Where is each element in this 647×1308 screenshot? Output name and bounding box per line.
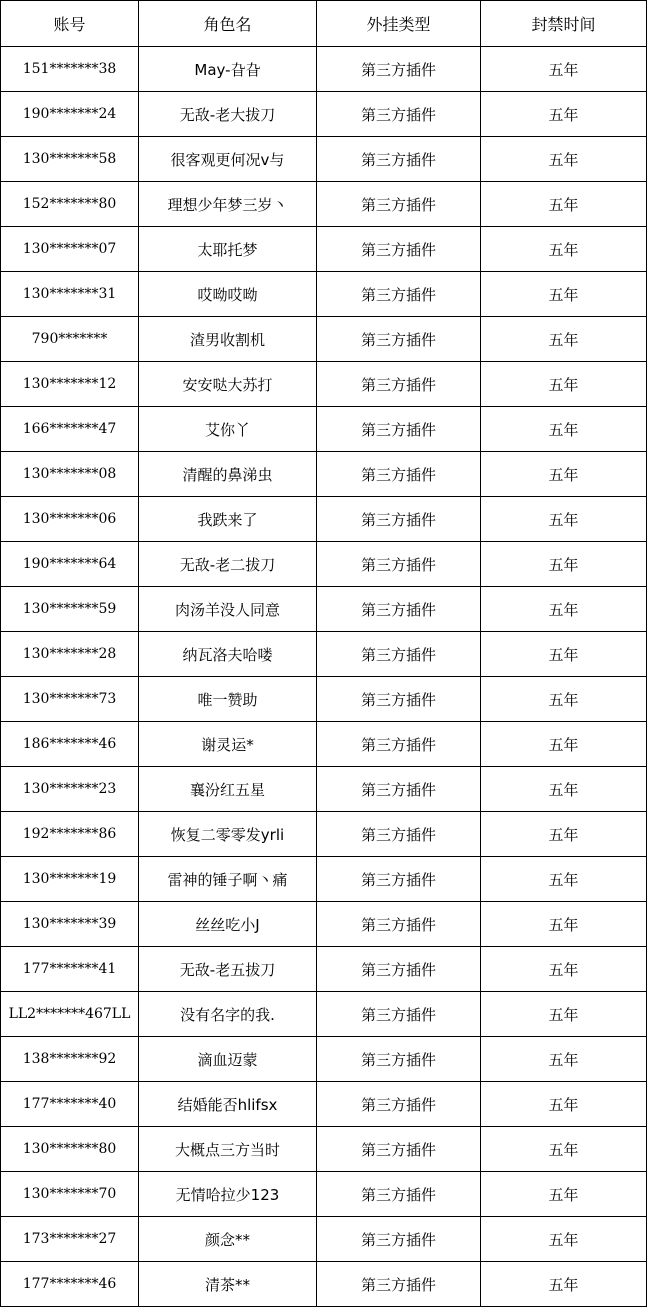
table-row (1, 452, 647, 497)
account-cell: 186*******46 (1, 722, 139, 767)
character-name-cell: May-旮旮 (139, 47, 317, 92)
account-cell: 138*******92 (1, 1037, 139, 1082)
account-cell: 177*******40 (1, 1082, 139, 1127)
cheat-type-cell: 第三方插件 (317, 812, 481, 857)
account-cell: 130*******12 (1, 362, 139, 407)
cheat-type-cell: 第三方插件 (317, 182, 481, 227)
cheat-type-cell: 第三方插件 (317, 272, 481, 317)
ban-duration-cell: 五年 (481, 92, 647, 137)
character-name-cell: 纳瓦洛夫哈喽 (139, 632, 317, 677)
character-name-cell: 安安哒大苏打 (139, 362, 317, 407)
character-name-cell: 丝丝吃小J (139, 902, 317, 947)
ban-duration-cell: 五年 (481, 407, 647, 452)
character-name-cell: 无敌-老二拔刀 (139, 542, 317, 587)
character-name-cell: 雷神的锤子啊丶痛 (139, 857, 317, 902)
ban-duration-cell: 五年 (481, 857, 647, 902)
table-row (1, 182, 647, 227)
header-account: 账号 (1, 1, 139, 47)
account-cell: 130*******58 (1, 137, 139, 182)
ban-duration-cell: 五年 (481, 1037, 647, 1082)
ban-duration-cell: 五年 (481, 1127, 647, 1172)
cheat-type-cell: 第三方插件 (317, 1172, 481, 1217)
character-name-cell: 颜念** (139, 1217, 317, 1262)
table-row (1, 47, 647, 92)
table-body (1, 47, 647, 1307)
table-row (1, 1082, 647, 1127)
header-cheat-type: 外挂类型 (317, 1, 481, 47)
character-name-cell: 太耶托梦 (139, 227, 317, 272)
table-row (1, 1037, 647, 1082)
cheat-type-cell: 第三方插件 (317, 92, 481, 137)
ban-duration-cell: 五年 (481, 1262, 647, 1307)
cheat-type-cell: 第三方插件 (317, 632, 481, 677)
cheat-type-cell: 第三方插件 (317, 1082, 481, 1127)
ban-duration-cell: 五年 (481, 722, 647, 767)
cheat-type-cell: 第三方插件 (317, 677, 481, 722)
header-ban-duration: 封禁时间 (481, 1, 647, 47)
ban-duration-cell: 五年 (481, 362, 647, 407)
ban-duration-cell: 五年 (481, 677, 647, 722)
table-header (1, 1, 647, 47)
table-row (1, 1262, 647, 1307)
cheat-type-cell: 第三方插件 (317, 767, 481, 812)
ban-duration-cell: 五年 (481, 227, 647, 272)
character-name-cell: 肉汤羊没人同意 (139, 587, 317, 632)
cheat-type-cell: 第三方插件 (317, 722, 481, 767)
character-name-cell: 清醒的鼻涕虫 (139, 452, 317, 497)
character-name-cell: 我跌来了 (139, 497, 317, 542)
ban-duration-cell: 五年 (481, 632, 647, 677)
account-cell: 790******* (1, 317, 139, 362)
ban-duration-cell: 五年 (481, 1082, 647, 1127)
table-row (1, 857, 647, 902)
character-name-cell: 理想少年梦三岁丶 (139, 182, 317, 227)
account-cell: 177*******46 (1, 1262, 139, 1307)
character-name-cell: 艾你丫 (139, 407, 317, 452)
table-row (1, 1217, 647, 1262)
account-cell: 190*******24 (1, 92, 139, 137)
table-row (1, 542, 647, 587)
account-cell: 130*******70 (1, 1172, 139, 1217)
cheat-type-cell: 第三方插件 (317, 407, 481, 452)
cheat-type-cell: 第三方插件 (317, 1127, 481, 1172)
ban-duration-cell: 五年 (481, 47, 647, 92)
ban-duration-cell: 五年 (481, 1217, 647, 1262)
ban-duration-cell: 五年 (481, 1172, 647, 1217)
character-name-cell: 无敌-老五拔刀 (139, 947, 317, 992)
account-cell: 151*******38 (1, 47, 139, 92)
table-row (1, 722, 647, 767)
ban-duration-cell: 五年 (481, 137, 647, 182)
header-character-name: 角色名 (139, 1, 317, 47)
ban-duration-cell: 五年 (481, 587, 647, 632)
cheat-type-cell: 第三方插件 (317, 452, 481, 497)
account-cell: 130*******73 (1, 677, 139, 722)
account-cell: 130*******59 (1, 587, 139, 632)
table-row (1, 362, 647, 407)
cheat-type-cell: 第三方插件 (317, 857, 481, 902)
account-cell: 192*******86 (1, 812, 139, 857)
table-row (1, 92, 647, 137)
account-cell: LL2*******467LL (1, 992, 139, 1037)
cheat-type-cell: 第三方插件 (317, 1262, 481, 1307)
ban-duration-cell: 五年 (481, 452, 647, 497)
ban-duration-cell: 五年 (481, 317, 647, 362)
account-cell: 190*******64 (1, 542, 139, 587)
cheat-type-cell: 第三方插件 (317, 497, 481, 542)
character-name-cell: 哎呦哎呦 (139, 272, 317, 317)
cheat-type-cell: 第三方插件 (317, 227, 481, 272)
account-cell: 130*******19 (1, 857, 139, 902)
account-cell: 130*******08 (1, 452, 139, 497)
ban-duration-cell: 五年 (481, 947, 647, 992)
ban-duration-cell: 五年 (481, 812, 647, 857)
table-row (1, 587, 647, 632)
table-row (1, 677, 647, 722)
table-row (1, 137, 647, 182)
character-name-cell: 大概点三方当时 (139, 1127, 317, 1172)
cheat-type-cell: 第三方插件 (317, 362, 481, 407)
cheat-type-cell: 第三方插件 (317, 587, 481, 632)
character-name-cell: 清茶** (139, 1262, 317, 1307)
account-cell: 130*******06 (1, 497, 139, 542)
account-cell: 152*******80 (1, 182, 139, 227)
header-row (1, 1, 647, 47)
character-name-cell: 渣男收割机 (139, 317, 317, 362)
table-row (1, 227, 647, 272)
cheat-type-cell: 第三方插件 (317, 1037, 481, 1082)
character-name-cell: 无情哈拉少123 (139, 1172, 317, 1217)
table-row (1, 947, 647, 992)
cheat-type-cell: 第三方插件 (317, 47, 481, 92)
character-name-cell: 没有名字的我. (139, 992, 317, 1037)
character-name-cell: 很客观更何况v与 (139, 137, 317, 182)
character-name-cell: 滴血迈蒙 (139, 1037, 317, 1082)
ban-duration-cell: 五年 (481, 182, 647, 227)
account-cell: 177*******41 (1, 947, 139, 992)
account-cell: 130*******80 (1, 1127, 139, 1172)
ban-duration-cell: 五年 (481, 992, 647, 1037)
table-row (1, 992, 647, 1037)
character-name-cell: 襄汾红五星 (139, 767, 317, 812)
character-name-cell: 无敌-老大拔刀 (139, 92, 317, 137)
ban-duration-cell: 五年 (481, 767, 647, 812)
table-row (1, 1172, 647, 1217)
table-row (1, 272, 647, 317)
character-name-cell: 谢灵运* (139, 722, 317, 767)
table-row (1, 812, 647, 857)
table-row (1, 1127, 647, 1172)
character-name-cell: 唯一赞助 (139, 677, 317, 722)
character-name-cell: 恢复二零零发yrli (139, 812, 317, 857)
character-name-cell: 结婚能否hlifsx (139, 1082, 317, 1127)
table-row (1, 767, 647, 812)
table-row (1, 407, 647, 452)
table-row (1, 317, 647, 362)
cheat-type-cell: 第三方插件 (317, 317, 481, 362)
account-cell: 166*******47 (1, 407, 139, 452)
cheat-type-cell: 第三方插件 (317, 1217, 481, 1262)
table-row (1, 497, 647, 542)
ban-duration-cell: 五年 (481, 542, 647, 587)
account-cell: 130*******39 (1, 902, 139, 947)
cheat-type-cell: 第三方插件 (317, 947, 481, 992)
account-cell: 130*******07 (1, 227, 139, 272)
cheat-type-cell: 第三方插件 (317, 542, 481, 587)
account-cell: 130*******23 (1, 767, 139, 812)
cheat-type-cell: 第三方插件 (317, 902, 481, 947)
table-row (1, 632, 647, 677)
cheat-type-cell: 第三方插件 (317, 137, 481, 182)
ban-duration-cell: 五年 (481, 272, 647, 317)
account-cell: 130*******28 (1, 632, 139, 677)
table-row (1, 902, 647, 947)
cheat-type-cell: 第三方插件 (317, 992, 481, 1037)
account-cell: 173*******27 (1, 1217, 139, 1262)
ban-duration-cell: 五年 (481, 497, 647, 542)
ban-duration-cell: 五年 (481, 902, 647, 947)
account-cell: 130*******31 (1, 272, 139, 317)
